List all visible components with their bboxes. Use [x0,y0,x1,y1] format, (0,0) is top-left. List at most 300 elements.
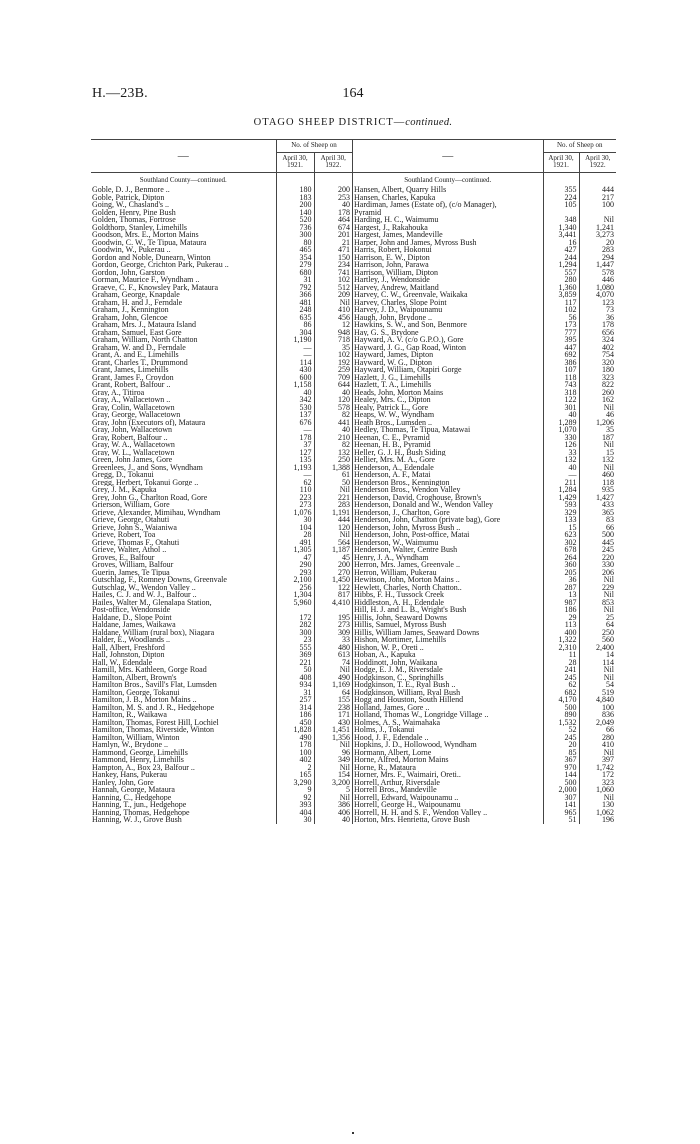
owner-name: Hayward, J. G., Gap Road, Winton [354,343,466,352]
sheep-1922: 1,356 [314,734,352,742]
owner-name: Harvey, C. W., Greenvale, Waikaka [354,291,468,299]
sheep-1922: 460 [579,471,616,479]
sheep-1921: 118 [543,374,579,382]
table-row [353,381,616,389]
table-row [91,614,352,622]
table-row [353,276,616,284]
sheep-1922 [579,209,616,217]
table-row [353,734,616,742]
table-row [353,396,616,404]
owner-name: Heath Bros., Lumsden .. [354,418,432,427]
sheep-1921: 135 [276,456,314,464]
sheep-1921: 282 [276,621,314,629]
table-row [353,471,616,479]
sheep-1921: 16 [543,239,579,247]
owner-name: Gray, John (Executors of), Mataura [92,418,206,427]
sheep-1922: 464 [314,216,352,224]
sheep-1921: 1,158 [276,381,314,389]
sheep-1922: 1,060 [579,786,616,794]
owner-name: Heenan, C. E., Pyramid [354,433,430,442]
table-row [353,816,616,824]
table-row [91,554,352,562]
owner-name: Golden, Thomas, Fortrose [92,216,176,224]
sheep-1922: 192 [314,359,352,367]
owner-name: Hormann, Albert, Lorne [354,748,432,757]
sheep-1922: 349 [314,756,352,764]
sheep-1921: 280 [543,276,579,284]
table-row [91,591,352,599]
owner-name: Hoddinott, John, Waikana [354,658,438,667]
sheep-1922: Nil [314,794,352,802]
owner-name: Hampton, A., Box 23, Balfour .. [92,763,195,772]
sheep-1921: 330 [543,434,579,442]
sheep-1922: 402 [579,344,616,352]
sheep-1921: — [276,426,314,434]
sheep-1922: 40 [314,389,352,397]
table-row [353,749,616,757]
sheep-1922: 709 [314,374,352,382]
owner-name: Hishon, Mortimer, Limehills [354,636,447,644]
owner-name: Hay, G. S., Brydone [354,328,419,337]
owner-name: Hailes, Walter M., Glenalapa Station, [92,598,212,607]
sheep-1922: 512 [314,284,352,292]
sheep-1921: 369 [276,651,314,659]
sheep-1922: 1,241 [579,224,616,232]
table-row [353,561,616,569]
sheep-1922: 229 [579,584,616,592]
sheep-1921: 1,429 [543,494,579,502]
sheep-1922: Nil [579,404,616,412]
sheep-1922: 330 [579,561,616,569]
sheep-1921: 165 [276,771,314,779]
sheep-1922: 35 [314,344,352,352]
owner-name: Gray, Robert, Balfour .. [92,433,168,442]
sheep-1922: 150 [314,254,352,262]
sheep-1922: 180 [579,366,616,374]
sheep-1922: 323 [579,374,616,382]
table-row [91,696,352,704]
sheep-1921: 1,284 [543,486,579,494]
sheep-1922: 4,070 [579,291,616,299]
sheep-1921: 307 [543,794,579,802]
owner-name: Harrison, E. W., Dipton [354,253,430,262]
owner-name: Groves, E., Balfour [92,553,155,562]
owner-name: Harris, Robert, Hokonui [354,246,432,254]
owner-name: Hamilton, George, Tokanui [92,688,180,697]
owner-name: Post-office, Wendonside [92,606,171,614]
sheep-1921: 85 [543,749,579,757]
sheep-1922: 54 [579,681,616,689]
owner-name: Gray, A., Wallacetown .. [92,396,171,404]
sheep-1922: 283 [579,246,616,254]
table-row [353,464,616,472]
table-row [91,681,352,689]
owner-name: Gregg, Herbert, Tokanui Gorge .. [92,478,199,487]
sheep-1922: 1,062 [579,809,616,817]
sheep-1921: 682 [543,689,579,697]
table-row [91,486,352,494]
table-row [91,644,352,652]
col-1921-header: April 30, 1921. [543,152,579,172]
owner-name: Hanning, Thomas, Hedgehope [92,808,190,817]
sheep-1921: 447 [543,344,579,352]
table-row [91,584,352,592]
table-row [91,404,352,412]
owner-name: Hazlett, T. A., Limehills [354,381,432,389]
table-row [91,434,352,442]
left-table [91,139,353,824]
sheep-1921: 2,100 [276,576,314,584]
sheep-1921: 245 [543,674,579,682]
sheep-1921: 52 [543,726,579,734]
sheep-1921: 354 [276,254,314,262]
sheep-1921: 400 [543,629,579,637]
owner-name: Gorman, Maurice F., Wyndham .. [92,276,200,284]
sheep-1922: 120 [314,524,352,532]
right-column [353,139,617,824]
table-row [353,696,616,704]
owner-name: Henderson, John, Myross Bush .. [354,523,461,532]
owner-name: Halder, E., Woodlands .. [92,636,170,644]
owner-name: Hayward, A. V. (c/o G.P.O.), Gore [354,336,464,344]
sheep-1922: 178 [314,209,352,217]
owner-name: Hanning, W. J., Grove Bush [92,816,182,824]
owner-name: Horrell, H. H. and S. F., Wendon Valley .. [354,808,488,817]
owner-name: Graham, H. and J., Ferndale [92,298,183,307]
sheep-1921: 80 [276,239,314,247]
table-row [91,201,352,209]
sheep-1921: 30 [276,516,314,524]
owner-name: Hayward, James, Dipton [354,351,434,359]
sheep-1922: Nil [579,674,616,682]
sheep-1922: 5 [314,786,352,794]
sheep-1921: 47 [276,554,314,562]
owner-name: Haldane, James, Waikawa [92,621,176,629]
sheep-1921: 300 [276,629,314,637]
sheep-1922: 132 [314,449,352,457]
sheep-1922: 171 [314,711,352,719]
table-row [353,291,616,299]
table-row [91,576,352,584]
owner-name: Hardiman, James (Estate of), (c/o Manager), [354,201,497,209]
owner-name: Henderson, John, Post-office, Matai [354,531,470,539]
table-row [353,764,616,772]
sheep-1922: 490 [314,674,352,682]
table-row [91,291,352,299]
owner-name: Going, W., Chasland's .. [92,201,169,209]
owner-name: Herron, Mrs. James, Greenvale .. [354,561,460,569]
table-row [353,569,616,577]
sheep-1922: 853 [579,599,616,607]
sheep-1922: Nil [579,606,616,614]
table-row [353,231,616,239]
sheep-1922: Nil [314,764,352,772]
sheep-1922: 172 [579,771,616,779]
subheading: Southland County—continued. [139,175,227,184]
sheep-1921: 3,441 [543,231,579,239]
sheep-1922: 217 [579,194,616,202]
sheep-1921: 302 [543,539,579,547]
sheep-1922: 12 [314,321,352,329]
sheep-1922: 500 [579,531,616,539]
sheep-1921: 3,290 [276,779,314,787]
table-row [353,794,616,802]
sheep-1921: 623 [543,531,579,539]
sheep-1922: 674 [314,224,352,232]
sheep-1921: 408 [276,674,314,682]
table-row [353,269,616,277]
sheep-1921: 257 [276,696,314,704]
table-row [91,381,352,389]
owner-name: Guerin, James, Te Tipua [92,568,170,577]
sheep-1922: Nil [314,531,352,539]
sheep-1922: 64 [579,621,616,629]
right-rows [353,173,616,824]
owner-name: Harrison, John, Parawa [354,261,429,269]
owner-name: Hewitson, John, Morton Mains .. [354,576,460,584]
owner-name: Henry, J. A., Wyndham [354,553,429,562]
sheep-1921: 172 [276,614,314,622]
sheep-1921: 51 [543,816,579,824]
owner-name: Hayward, William, Otapiri Gorge [354,366,462,374]
table-row [91,704,352,712]
sheep-1921: 402 [276,756,314,764]
sheep-1922: 66 [579,524,616,532]
sheep-1922: 270 [314,569,352,577]
table-row [91,186,352,194]
table-row [353,449,616,457]
table-row [91,276,352,284]
table-row [91,666,352,674]
sheep-1921: 970 [543,764,579,772]
table-row [91,651,352,659]
table-row [353,584,616,592]
sheep-1922: 1,191 [314,509,352,517]
sheep-1921: 4,170 [543,696,579,704]
sheep-1921: 248 [276,306,314,314]
sheep-1921: 23 [276,636,314,644]
sheep-1921: 245 [543,734,579,742]
owner-name: Gray, A., Titiroa [92,388,145,397]
sheep-1922: 294 [579,254,616,262]
sheep-1922: 406 [314,809,352,817]
owner-name: Grieve, Thomas F., Otahuti [92,538,180,547]
sheep-1922: 96 [314,749,352,757]
table-row [353,524,616,532]
table-row [91,464,352,472]
right-table [353,139,616,824]
table-row [353,621,616,629]
sheep-1921: 890 [543,711,579,719]
sheep-1922: 578 [579,269,616,277]
sheep-1921: 777 [543,329,579,337]
owner-name: Graham, W. and D., Ferndale [92,343,186,352]
owner-name: Hailes, C. J. and W. J., Balfour .. [92,591,197,599]
table-row [91,306,352,314]
owner-name: Greenlees, J., and Sons, Wyndham [92,463,203,472]
sheep-1921: 11 [543,651,579,659]
sheep-1922: 471 [314,246,352,254]
report-reference: H.—23B. [92,86,148,101]
owner-name: Hishon, W. P., Oreti .. [354,643,424,652]
sheep-1922: 253 [314,194,352,202]
sheep-1921: 635 [276,314,314,322]
group-header: No. of Sheep on [543,140,616,153]
sheep-1922: 386 [314,801,352,809]
sheep-1921: 450 [276,719,314,727]
table-row [91,194,352,202]
sheep-1921: 1,289 [543,419,579,427]
owner-name: Hewlett, Charles, North Chatton.. [354,583,462,592]
sheep-1921: 360 [543,561,579,569]
sheep-1922: 259 [314,366,352,374]
sheep-1922: 100 [579,201,616,209]
sheep-1921: 173 [543,321,579,329]
sheep-1922: 40 [314,816,352,824]
sheep-1921: 491 [276,539,314,547]
owner-name: Hansen, Charles, Kapuka [354,193,436,202]
table-row [91,726,352,734]
table-row [91,741,352,749]
title-continued: continued. [405,117,453,128]
table-row [353,539,616,547]
sheep-1921: 117 [543,299,579,307]
sheep-1922: 200 [314,561,352,569]
table-row [353,786,616,794]
sheep-1922: 14 [579,651,616,659]
sheep-1922: 187 [579,434,616,442]
sheep-1922: 64 [314,689,352,697]
table-row [353,771,616,779]
sheep-1921: 404 [276,809,314,817]
sheep-1921: 348 [543,216,579,224]
owner-name: Horrell Bros., Mandeville [354,786,437,794]
sheep-1921: 500 [543,704,579,712]
table-row [353,351,616,359]
name-header: — [91,140,276,173]
sheep-1921: 20 [543,741,579,749]
sheep-1921: 1,190 [276,336,314,344]
owner-name: Hodgkinson, William, Ryal Bush [354,688,461,697]
col-1922-header: April 30, 1922. [579,152,616,172]
owner-name: Gregg, D., Tokanui [92,471,154,479]
owner-name: Henderson, David, Croghouse, Brown's [354,493,482,502]
sheep-1921: 1,340 [543,224,579,232]
sheep-1922: 40 [314,426,352,434]
sheep-1922: 444 [314,516,352,524]
sheep-1921: 318 [543,389,579,397]
sheep-1922: 45 [314,554,352,562]
sheep-1921: 678 [543,546,579,554]
sheep-1921: 965 [543,809,579,817]
sheep-1922: 441 [314,419,352,427]
table-row [353,651,616,659]
sheep-1922: 100 [579,704,616,712]
sheep-1921: 287 [543,584,579,592]
table-row [91,629,352,637]
sheep-1922: 836 [579,711,616,719]
owner-name: Pyramid [354,208,382,217]
sheep-1921: 40 [276,389,314,397]
table-row [91,659,352,667]
sheep-1922: 132 [579,456,616,464]
table-row [91,284,352,292]
owner-name: Hargest, James, Mandeville [354,231,443,239]
table-row [91,816,352,824]
table-row [91,734,352,742]
owner-name: Harvey, J. D., Waipounamu [354,306,443,314]
sheep-1922: 1,450 [314,576,352,584]
sheep-1921: 490 [276,734,314,742]
sheep-1922: 741 [314,269,352,277]
sheep-1922: 3,200 [314,779,352,787]
owner-name: Horton, Mrs. Henrietta, Grove Bush [354,816,470,824]
sheep-1922: 1,388 [314,464,352,472]
sheep-1922: 83 [579,516,616,524]
owner-name: Holms, J., Tokanui [354,726,415,734]
sheep-1922: Nil [579,794,616,802]
owner-name: Grierson, William, Gore [92,501,170,509]
sheep-1922: 209 [314,291,352,299]
owner-name: Hoban, A., Kapuka [354,651,416,659]
table-row [91,389,352,397]
table-row [353,306,616,314]
sheep-1921: 1,070 [543,426,579,434]
sheep-1921: 5,960 [276,599,314,607]
owner-name: Hamilton, M. S. and J. R., Hedgehope [92,703,215,712]
sheep-1922: 25 [579,614,616,622]
owner-name: Gutschlag, F., Romney Downs, Greenvale [92,576,227,584]
sheep-1922: 320 [579,359,616,367]
sheep-1922: 948 [314,329,352,337]
sheep-1921: 1,305 [276,546,314,554]
sheep-1921: 221 [276,659,314,667]
owner-name: Graeve, C. F., Knowsley Park, Mataura [92,283,218,292]
sheep-1922: 1,427 [579,494,616,502]
owner-name: Gordon, John, Garston [92,268,165,277]
owner-name: Grey, J. M., Kapuka [92,486,157,494]
table-row [91,539,352,547]
sheep-1922: 220 [579,554,616,562]
owner-name: Heller, G. J. H., Bush Siding [354,448,446,457]
sheep-1921: — [276,471,314,479]
table-row [91,449,352,457]
table-row [91,749,352,757]
table-row [91,254,352,262]
table-row [91,711,352,719]
owner-name: Haugh, John, Brydone .. [354,313,432,322]
table-row [91,599,352,607]
sheep-1922: 82 [314,441,352,449]
left-rows [91,173,352,824]
owner-name: Gray, Colin, Wallacetown [92,403,175,412]
sheep-1922: Nil [579,591,616,599]
sheep-1922: 102 [314,351,352,359]
table-row [91,771,352,779]
sheep-1922: 195 [314,614,352,622]
sheep-1922: 35 [579,426,616,434]
owner-name: Gordon, George, Crichton Park, Pukerau .. [92,261,229,269]
sheep-1921: 13 [543,591,579,599]
sheep-1922: 444 [579,186,616,194]
table-row [353,186,616,194]
table-row [353,374,616,382]
sheep-1921: 329 [543,509,579,517]
sheep-1921 [276,606,314,614]
table-row [353,239,616,247]
table-row [91,396,352,404]
table-row [91,719,352,727]
